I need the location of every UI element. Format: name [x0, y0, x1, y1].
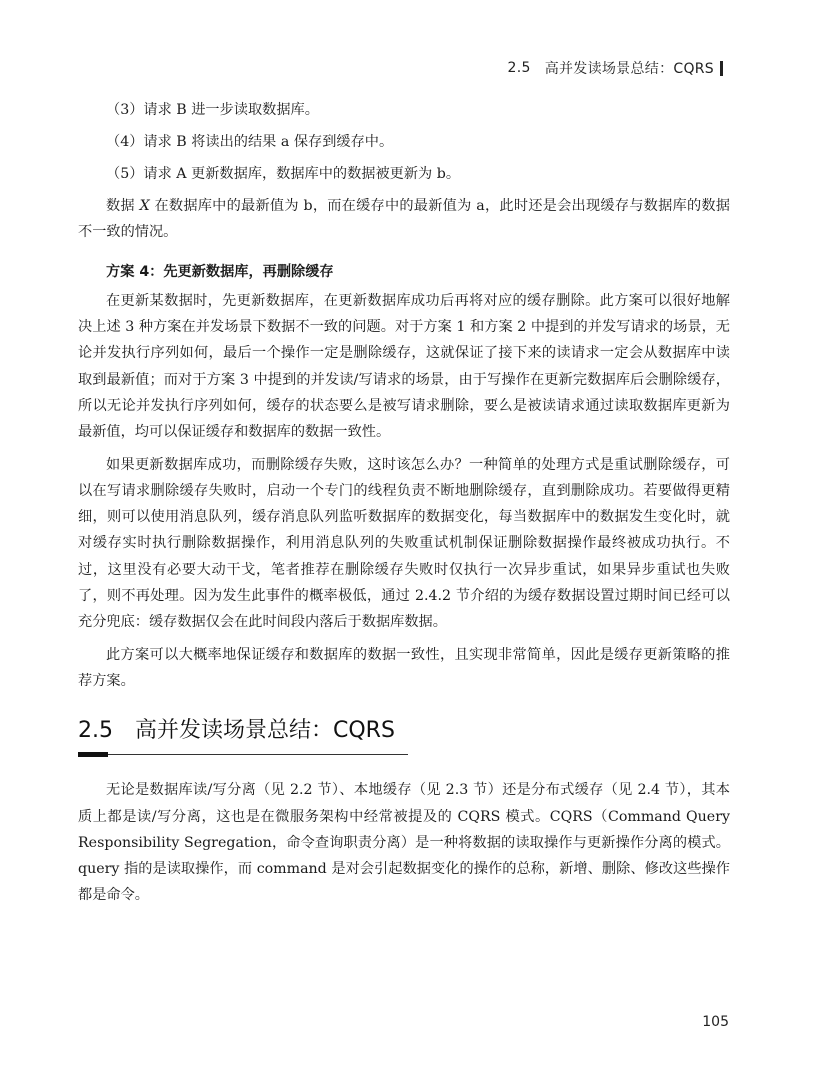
- scheme-4-paragraph-2: 如果更新数据库成功，而删除缓存失败，这时该怎么办？一种简单的处理方式是重试删除缓存，可以在写请求删除缓存失败时，启动一个专门的线程负责不断地删除缓存，直到删除成功。若要做得更精细，则可以使用消息队列，缓存消息队列监听数据库的数据变化，每当数据库中的数据发生变化时，就对缓存实时执行删除数据操作，利用消息队列的失败重试机制保证删除数据操作最终被成功执行。不过，这里没有必要大动干戈，笔者推荐在删除缓存失败时仅执行一次异步重试，如果异步重试也失败了，则不再处理。因为发生此事件的概率极低，通过 2.4.2 节介绍的为缓存数据设置过期时间已经可以充分兜底：缓存数据仅会在此时间段内落后于数据库数据。: [78, 456, 730, 631]
- page-content: [78, 97, 730, 909]
- running-header-section-number: 2.5: [507, 60, 531, 76]
- page-number: 105: [702, 1014, 729, 1030]
- running-header: [508, 58, 723, 78]
- list-item-step-4: （4）请求 B 将读出的结果 a 保存到缓存中。: [106, 133, 394, 150]
- running-header-title: 高并发读场景总结：CQRS: [544, 61, 714, 77]
- scheme-4-paragraph-3: 此方案可以大概率地保证缓存和数据库的数据一致性，且实现非常简单，因此是缓存更新策略的推荐方案。: [78, 646, 730, 689]
- list-item-step-3: （3）请求 B 进一步读取数据库。: [106, 102, 319, 118]
- scheme-4-heading: 方案 4：先更新数据库，再删除缓存: [106, 264, 334, 281]
- section-heading: [78, 716, 730, 746]
- scheme-4-paragraph-1: 在更新某数据时，先更新数据库，在更新数据库成功后再将对应的缓存删除。此方案可以很好地解决上述 3 种方案在并发场景下数据不一致的问题。对于方案 1 和方案 2 中提到的并发写请求的场景，无论并发执行序列如何，最后一个操作一定是删除缓存，这就保证了接下来的读请求一定会从数据库中读取到最新值；而对于方案 3 中提到的并发读/写请求的场景，由于写操作在更新完数据库后会删除缓存，所以无论并发执行序列如何，缓存的状态要么是被写请求删除，要么是被读请求通过读取数据库更新为最新值，均可以保证缓存和数据库的数据一致性。: [78, 292, 730, 441]
- section-heading-number: 2.5: [78, 718, 113, 744]
- paragraph-inconsistency-before: 数据: [106, 197, 140, 214]
- section-heading-rule: [78, 752, 730, 757]
- running-header-bar: [720, 61, 723, 76]
- list-item-step-5: （5）请求 A 更新数据库，数据库中的数据被更新为 b。: [106, 165, 461, 182]
- section-paragraph-1: 无论是数据库读/写分离（见 2.2 节）、本地缓存（见 2.3 节）还是分布式缓存（见 2.4 节），其本质上都是读/写分离，这也是在微服务架构中经常被提及的 CQRS 模式。CQRS（Command Query Responsibility Segregation，命令查询职责分离）是一种将数据的读取操作与更新操作分离的模式。query 指的是读取操作，而 command 是对会引起数据变化的操作的总称，新增、删除、修改这些操作都是命令。: [78, 782, 730, 904]
- section-heading-rule-thick: [78, 752, 108, 757]
- section-heading-rule-thin: [78, 754, 408, 755]
- section-heading-title: 高并发读场景总结：CQRS: [135, 718, 395, 744]
- paragraph-inconsistency-after: 在数据库中的最新值为 b，而在缓存中的最新值为 a，此时还是会出现缓存与数据库的数据不一致的情况。: [78, 197, 730, 241]
- paragraph-inconsistency: [78, 193, 730, 246]
- variable-x: X: [139, 197, 150, 214]
